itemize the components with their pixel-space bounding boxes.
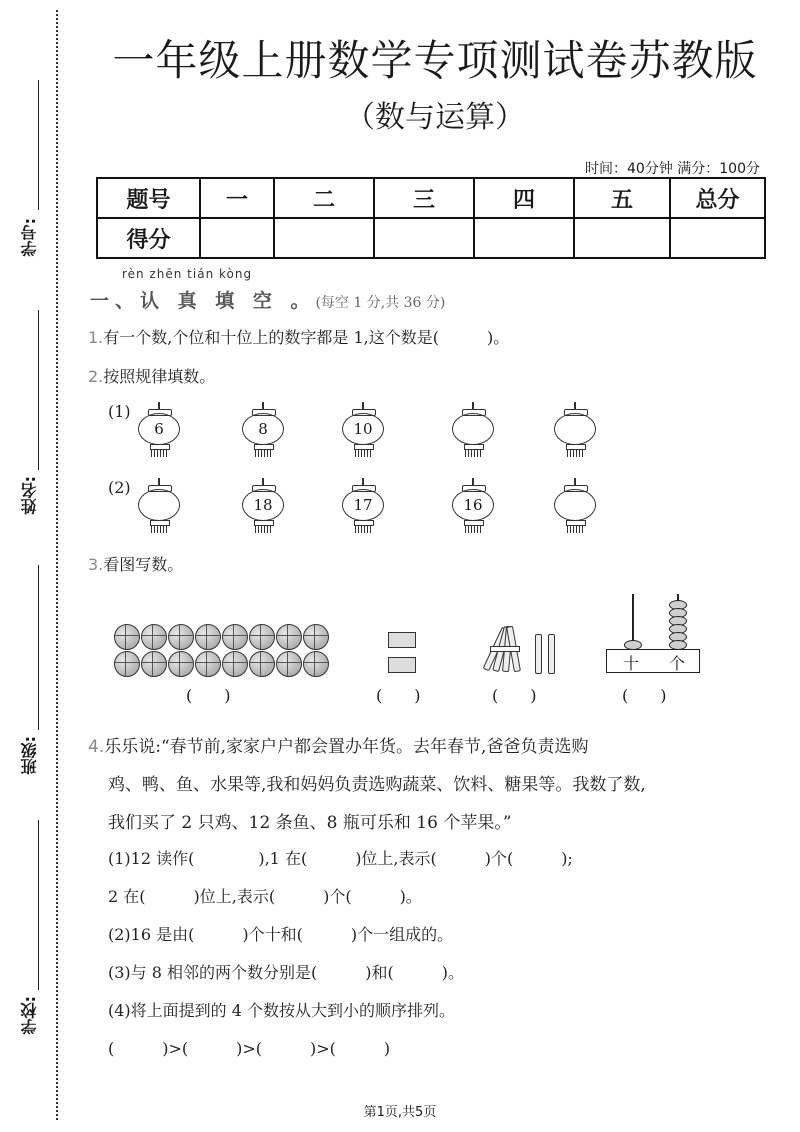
- basketball-icon: [303, 651, 329, 677]
- class-line: [38, 565, 39, 730]
- question-1: [88, 325, 509, 348]
- question-4-sub-4-answer[interactable]: ( )>( )>( )>( ): [108, 1039, 391, 1058]
- score-cell: 四: [474, 178, 574, 218]
- score-cell: 五: [574, 178, 670, 218]
- abacus-ones-label: 个: [669, 654, 686, 673]
- lantern-blank[interactable]: [552, 478, 598, 534]
- score-table: [96, 177, 766, 259]
- basketball-icon: [168, 624, 194, 650]
- question-number: 4.: [88, 737, 105, 757]
- sequence-1-label: (1): [108, 402, 131, 421]
- cube-icon: [388, 657, 416, 673]
- question-number: 3.: [88, 555, 104, 574]
- basketball-icon: [114, 651, 140, 677]
- question-number: 2.: [88, 367, 104, 386]
- lantern-number: 18: [253, 496, 273, 514]
- lantern[interactable]: [340, 402, 386, 458]
- question-text: 看图写数。: [103, 555, 184, 574]
- lantern-number: 16: [463, 496, 483, 514]
- score-table-header-row: [97, 178, 765, 218]
- question-4-sub-1a[interactable]: (1)12 读作( ),1 在( )位上,表示( )个( );: [108, 849, 573, 868]
- page-subtitle: （数与运算）: [345, 100, 525, 135]
- score-input-cell[interactable]: [670, 218, 765, 258]
- cube-icon: [388, 632, 416, 648]
- basketball-icon: [276, 624, 302, 650]
- score-cell: 总分: [670, 178, 765, 218]
- basketball-icon: [195, 624, 221, 650]
- lantern-number: 6: [154, 420, 164, 438]
- question-4-sub-3[interactable]: (3)与 8 相邻的两个数分别是( )和( )。: [108, 963, 464, 982]
- basketball-icon: [249, 624, 275, 650]
- lantern[interactable]: [240, 402, 286, 458]
- lantern-number: 8: [258, 420, 268, 438]
- school-label: 学校:: [20, 996, 39, 1035]
- basketball-icon: [168, 651, 194, 677]
- basketball-icon: [222, 624, 248, 650]
- sequence-2-label: (2): [108, 478, 131, 497]
- score-cell: 题号: [97, 178, 200, 218]
- lantern[interactable]: [136, 402, 182, 458]
- lantern-number: 17: [353, 496, 373, 514]
- question-4-sub-4: (4)将上面提到的 4 个数按从大到小的顺序排列。: [108, 1001, 456, 1020]
- score-input-cell[interactable]: [474, 218, 574, 258]
- score-cell: 一: [200, 178, 274, 218]
- score-cell: 二: [274, 178, 374, 218]
- lantern-blank[interactable]: [136, 478, 182, 534]
- question-4-line-2: 鸡、鸭、鱼、水果等,我和妈妈负责选购蔬菜、饮料、糖果等。我数了数,: [108, 775, 646, 795]
- lantern[interactable]: [240, 478, 286, 534]
- stick-icon: [535, 634, 542, 674]
- question-3: [88, 552, 183, 575]
- abacus-base: [606, 649, 700, 673]
- basketball-icon: [141, 624, 167, 650]
- stick-icon: [548, 634, 555, 674]
- question-text: 按照规律填数。: [103, 367, 216, 386]
- name-label: 姓名:: [20, 476, 39, 515]
- question-4-sub-2[interactable]: (2)16 是由( )个十和( )个一组成的。: [108, 925, 454, 944]
- answer-paren-abacus[interactable]: ( ): [622, 686, 667, 705]
- section-label: 一、认 真 填 空 。: [90, 290, 316, 312]
- score-cell: 得分: [97, 218, 200, 258]
- score-input-cell[interactable]: [274, 218, 374, 258]
- basketball-icon: [222, 651, 248, 677]
- class-label: 班级:: [20, 736, 39, 775]
- question-4-line-1: [88, 732, 588, 757]
- question-text: 乐乐说:“春节前,家家户户都会置办年货。去年春节,爸爸负责选购: [104, 737, 589, 757]
- score-table-score-row: [97, 218, 765, 258]
- score-input-cell[interactable]: [574, 218, 670, 258]
- lantern-number: 10: [353, 420, 373, 438]
- question-4-sub-1b[interactable]: 2 在( )位上,表示( )个( )。: [108, 887, 422, 906]
- student-no-label: 学号:: [20, 218, 39, 257]
- lantern[interactable]: [450, 478, 496, 534]
- exam-meta: 时间：40分钟 满分：100分: [585, 161, 760, 177]
- score-cell: 三: [374, 178, 474, 218]
- lantern-blank[interactable]: [552, 402, 598, 458]
- answer-paren-sticks[interactable]: ( ): [492, 686, 537, 705]
- basketball-icon: [141, 651, 167, 677]
- answer-paren-balls[interactable]: ( ): [186, 686, 231, 705]
- student-no-line: [38, 80, 39, 210]
- lantern-blank[interactable]: [450, 402, 496, 458]
- question-2: [88, 364, 215, 387]
- question-text: 有一个数,个位和十位上的数字都是 1,这个数是( )。: [103, 328, 510, 347]
- basketball-icon: [195, 651, 221, 677]
- basketball-icon: [249, 651, 275, 677]
- basketball-group: [114, 624, 344, 678]
- section-pinyin: rèn zhēn tián kòng: [122, 267, 253, 281]
- name-line: [38, 310, 39, 470]
- score-input-cell[interactable]: [374, 218, 474, 258]
- page-title: 一年级上册数学专项测试卷苏教版: [112, 36, 758, 85]
- section-note: (每空 1 分,共 36 分): [315, 295, 446, 311]
- basketball-icon: [114, 624, 140, 650]
- page-footer: 第1页,共5页: [363, 1105, 437, 1120]
- school-line: [38, 820, 39, 990]
- binding-dotted-line: [56, 10, 58, 1120]
- stick-bundle-icon: [486, 626, 520, 672]
- lantern[interactable]: [340, 478, 386, 534]
- basketball-icon: [303, 624, 329, 650]
- score-input-cell[interactable]: [200, 218, 274, 258]
- question-number: 1.: [88, 328, 104, 347]
- abacus-tens-label: 十: [623, 654, 640, 673]
- answer-paren-cubes[interactable]: ( ): [376, 686, 421, 705]
- section-heading: [90, 286, 445, 313]
- question-4-line-3: 我们买了 2 只鸡、12 条鱼、8 瓶可乐和 16 个苹果。”: [108, 813, 512, 833]
- basketball-icon: [276, 651, 302, 677]
